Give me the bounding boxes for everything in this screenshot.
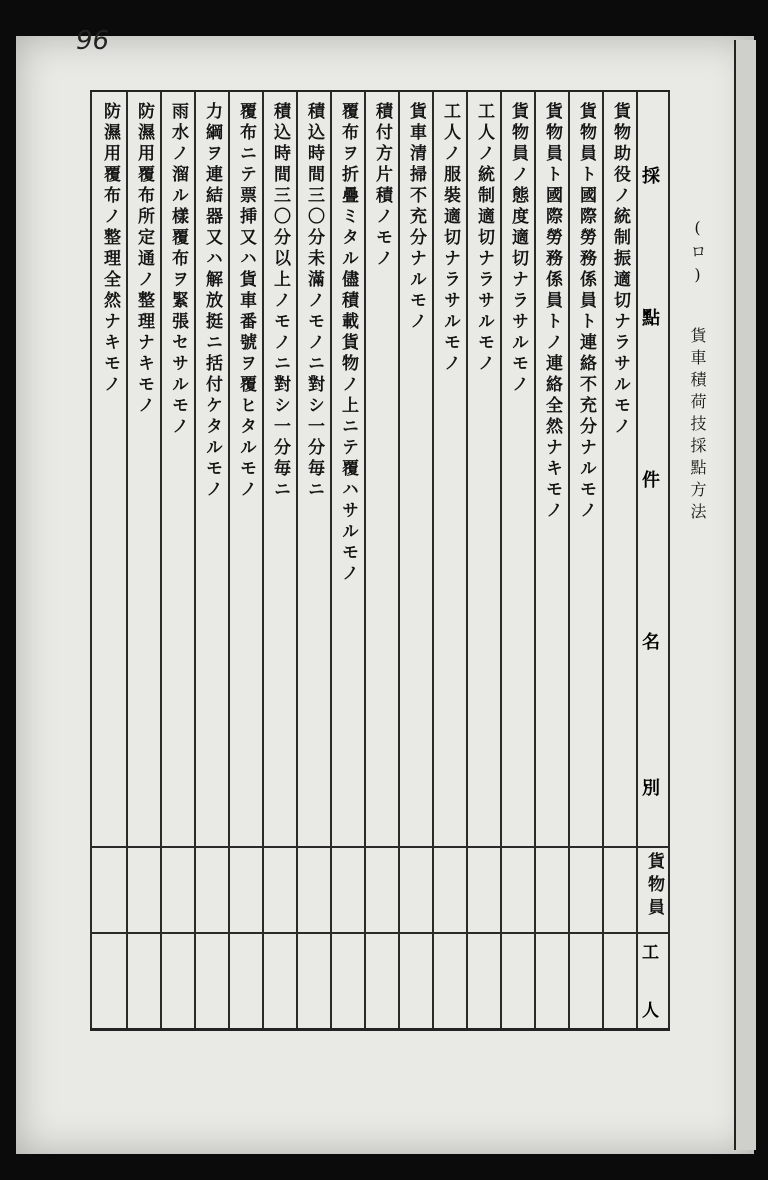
header-divider (636, 92, 638, 1028)
row-divider (194, 92, 196, 1028)
row-divider (126, 92, 128, 1028)
item-3: 貨物員ト國際勞務係員トノ連絡全然ナキモノ (542, 102, 562, 522)
header-saiten-2: 點 (642, 308, 660, 329)
item-14: 雨水ノ溜ル樣覆布ヲ緊張セサルモノ (168, 102, 188, 438)
table-border-right (668, 92, 670, 1028)
table-border-left (90, 92, 92, 1028)
item-5: 工人ノ統制適切ナラサルモノ (474, 102, 494, 375)
row-divider (500, 92, 502, 1028)
item-4: 貨物員ノ態度適切ナラサルモノ (508, 102, 528, 396)
section-line-kojin (90, 932, 670, 934)
header-kenmei-2: 名 (642, 632, 660, 653)
row-divider (364, 92, 366, 1028)
row-divider (398, 92, 400, 1028)
header-saiten-1: 採 (642, 166, 660, 187)
label-ko: 工 (642, 943, 659, 963)
row-divider (160, 92, 162, 1028)
item-15: 防濕用覆布所定通ノ整理ナキモノ (134, 102, 154, 417)
label-kamotsuin: 貨物員 (644, 852, 664, 921)
item-6: 工人ノ服裝適切ナラサルモノ (440, 102, 460, 375)
row-divider (330, 92, 332, 1028)
document-title (686, 218, 709, 525)
row-divider (432, 92, 434, 1028)
item-2: 貨物員ト國際勞務係員ト連絡不充分ナルモノ (576, 102, 596, 522)
title-number: (ロ) (688, 218, 707, 290)
row-divider (602, 92, 604, 1028)
row-divider (466, 92, 468, 1028)
row-divider (296, 92, 298, 1028)
item-13: 力綱ヲ連結器又ハ解放挺ニ括付ケタルモノ (202, 102, 222, 501)
item-9: 覆布ヲ折疊ミタル儘積載貨物ノ上ニテ覆ハサルモノ (338, 102, 358, 585)
item-16: 防濕用覆布ノ整理全然ナキモノ (100, 102, 120, 396)
item-12: 覆布ニテ票挿又ハ貨車番號ヲ覆ヒタルモノ (236, 102, 256, 501)
item-10: 積込時間三〇分未滿ノモノニ對シ一分毎ニ (304, 102, 324, 501)
label-jin: 人 (642, 1001, 659, 1021)
page-edge (734, 40, 756, 1150)
row-divider (262, 92, 264, 1028)
title-text: 貨車積荷技採點方法 (688, 327, 707, 525)
header-betsu: 別 (642, 778, 660, 799)
section-line-kamotsuin (90, 846, 670, 848)
scoring-table (90, 90, 670, 1031)
item-8: 積付方片積ノモノ (372, 102, 392, 270)
page-number: 96 (76, 26, 110, 56)
header-kenmei-1: 件 (642, 470, 660, 491)
row-divider (534, 92, 536, 1028)
row-divider (228, 92, 230, 1028)
item-1: 貨物助役ノ統制振適切ナラサルモノ (610, 102, 630, 438)
item-11: 積込時間三〇分以上ノモノニ對シ一分毎ニ (270, 102, 290, 501)
row-divider (568, 92, 570, 1028)
item-7: 貨車清掃不充分ナルモノ (406, 102, 426, 333)
